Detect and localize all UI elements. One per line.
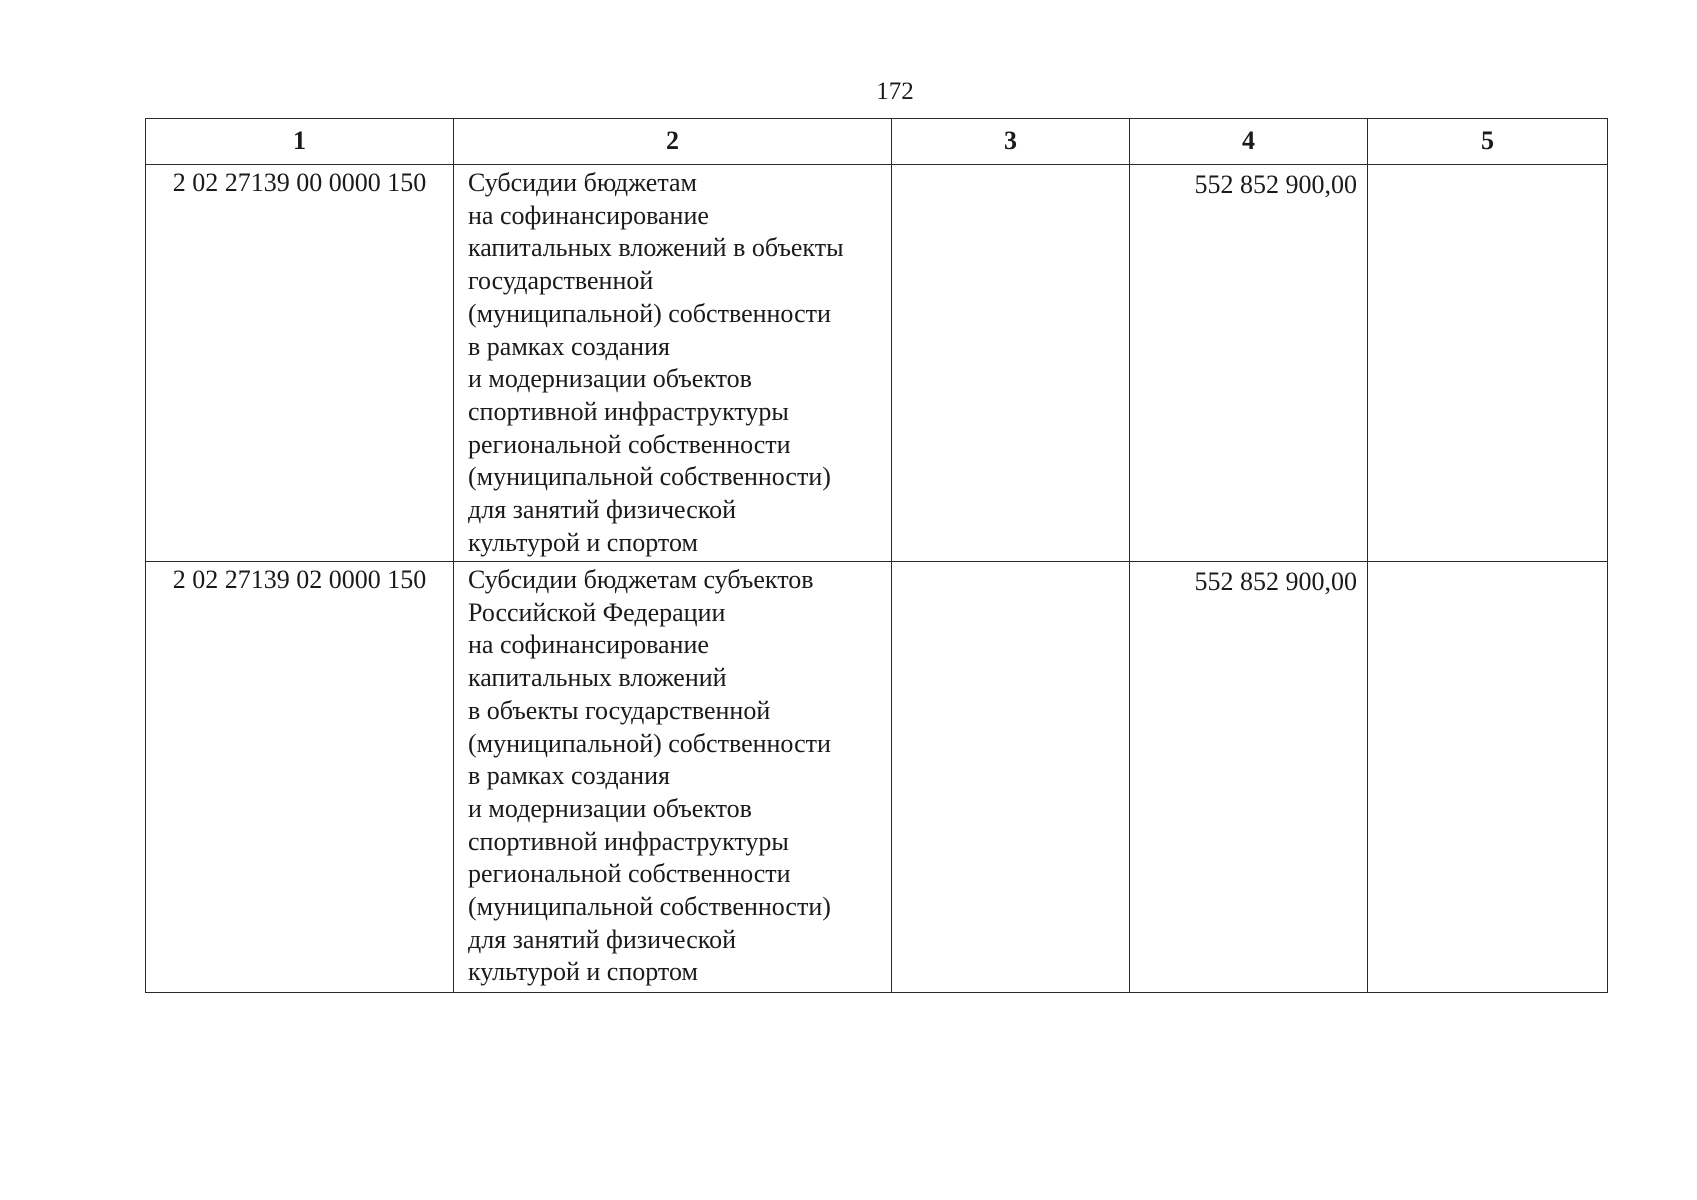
page-number: 172 [876, 78, 914, 105]
description-line: (муниципальной) собственности [468, 298, 831, 328]
description-line: региональной собственности [468, 859, 791, 889]
description-line: для занятий физической [468, 924, 737, 954]
table-row [146, 562, 1608, 993]
table-header [146, 119, 1608, 165]
description-line: спортивной инфраструктуры [468, 396, 789, 426]
column-5-cell [1368, 165, 1608, 562]
description-line: и модернизации объектов [468, 364, 752, 394]
description-line: государственной [468, 266, 654, 296]
description-line: Субсидии бюджетам субъектов [468, 565, 814, 594]
table-row [146, 165, 1608, 562]
column-header-2: 2 [454, 119, 892, 165]
description-cell [454, 165, 892, 562]
table-body [146, 165, 1608, 993]
description-line: (муниципальной собственности) [468, 462, 831, 492]
income-code-cell: 2 02 27139 02 0000 150 [146, 562, 454, 993]
amount-cell: 552 852 900,00 [1130, 165, 1368, 562]
description-line: региональной собственности [468, 429, 791, 459]
description-line: спортивной инфраструктуры [468, 826, 789, 856]
description-line: капитальных вложений в объекты [468, 233, 844, 263]
column-3-cell [892, 562, 1130, 993]
description-line: на софинансирование [468, 200, 709, 230]
description-line: (муниципальной) собственности [468, 728, 831, 758]
description-line: (муниципальной собственности) [468, 892, 831, 922]
description-line: в рамках создания [468, 331, 670, 361]
description-line: для занятий физической [468, 495, 737, 525]
amount-cell: 552 852 900,00 [1130, 562, 1368, 993]
column-header-1: 1 [146, 119, 454, 165]
column-header-4: 4 [1130, 119, 1368, 165]
description-line: культурой и спортом [468, 957, 698, 987]
column-5-cell [1368, 562, 1608, 993]
description-line: в рамках создания [468, 761, 670, 791]
description-line: в объекты государственной [468, 695, 771, 725]
description-line: и модернизации объектов [468, 793, 752, 823]
description-line: капитальных вложений [468, 663, 727, 693]
column-header-5: 5 [1368, 119, 1608, 165]
description-cell [454, 562, 892, 993]
description-line: культурой и спортом [468, 527, 698, 557]
header-row [146, 119, 1608, 165]
description-line: Субсидии бюджетам [468, 168, 697, 197]
column-3-cell [892, 165, 1130, 562]
description-line: Российской Федерации [468, 597, 726, 627]
budget-table [145, 118, 1608, 993]
income-code-cell: 2 02 27139 00 0000 150 [146, 165, 454, 562]
column-header-3: 3 [892, 119, 1130, 165]
description-line: на софинансирование [468, 630, 709, 660]
